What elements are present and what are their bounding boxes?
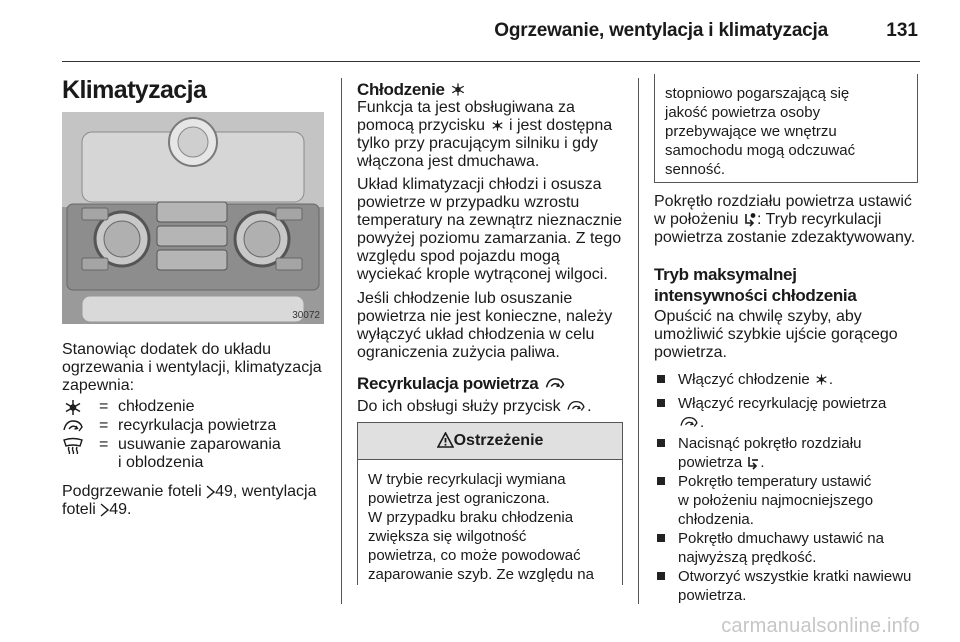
defrost-icon [62,437,84,454]
cooling-text: włączona jest dmuchawa. [357,153,540,170]
recirculation-paragraph [357,398,625,416]
list-item-text-part: Włączyć recyrkulację powietrza [678,395,887,412]
seat-heating-reference [62,483,327,519]
legend-text-line2: i oblodzenia [118,454,204,471]
list-item-text-part: powietrza [678,454,747,471]
warning-text: samochodu mogą odczuwać [665,142,856,159]
legend-row-recirculation [62,417,327,436]
list-item-text [678,529,922,567]
seat-ventilation-text: foteli [62,501,101,518]
warning-text: zwiększa się wilgotność [368,528,527,545]
cooling-text: powyżej poziomu zamarzania. Z tego [357,230,622,247]
intro-paragraph: Stanowiąc dodatek do układu ogrzewania i wentylacji, klimatyzacja zapewnia: [62,341,322,394]
page-number: 131 [886,20,918,41]
max-airflow-icon [746,456,760,470]
warning-text: przebywające we wnętrzu [665,123,837,140]
warning-box [357,422,623,585]
cooling-text: Funkcja ta jest obsługiwana za [357,99,575,116]
list-item-text-part: w położeniu najmocniejszego [678,492,874,509]
warning-box-continued [654,74,918,183]
column-divider-2 [638,78,639,604]
list-item-text [678,567,922,605]
column-divider-1 [341,78,342,604]
warning-text: senność. [665,161,726,178]
recirculation-icon [678,415,700,430]
warning-text: powietrza, co może powodować [368,547,581,564]
recirculation-heading [357,373,567,394]
list-item-text-part: Pokrętło dmuchawy ustawić na [678,530,884,547]
bullet-square [657,477,665,485]
cooling-text: Jeśli chłodzenie lub osuszanie [357,290,573,307]
warning-title: Ostrzeżenie [453,432,544,449]
legend-text: recyrkulacja powietrza [118,417,277,434]
warning-triangle-icon [437,432,454,448]
cooling-paragraph-1 [357,99,625,171]
warning-text: W przypadku braku chłodzenia [368,509,574,526]
max-cooling-heading-line1: Tryb maksymalnej [654,265,797,284]
cooling-paragraph-2 [357,176,627,284]
list-item-text-part: . [700,414,705,431]
list-item-text-part: chłodzenia. [678,511,754,528]
list-item-text [678,472,922,529]
recirculation-text: . [587,398,592,415]
bullet-square [657,572,665,580]
cooling-text: wyłączyć układ chłodzenia w celu [357,326,595,343]
list-item-text-part: Włączyć chłodzenie [678,371,814,388]
warning-text: powietrza jest ograniczona. [368,490,550,507]
list-item-text [678,434,922,472]
running-header-title: Ogrzewanie, wentylacja i klimatyzacja [494,20,828,41]
footwell-airflow-icon [743,213,757,227]
cooling-text: względu spod pojazdu mogą [357,248,560,265]
distribution-text: : Tryb recyrkulacji [756,211,882,228]
recirculation-text: Do ich obsługi służy przycisk [357,398,566,415]
seat-heating-text: Podgrzewanie foteli [62,483,207,500]
cooling-text: Układ klimatyzacji chłodzi i osusza [357,176,602,193]
legend-row-cooling [62,398,327,417]
warning-text: jakość powietrza osoby [665,104,821,121]
legend-text [118,436,328,472]
cooling-text: tylko przy pracującym silniku i gdy [357,135,598,152]
list-item-text [678,370,922,389]
legend-row-defrost [62,436,327,474]
warning-text: W trybie recyrkulacji wymiana [368,471,566,488]
warning-text: zaparowanie szyb. Ze względu na [368,566,594,583]
list-item-text-part: Nacisnąć pokrętło rozdziału [678,435,862,452]
snowflake-icon [814,372,829,387]
climate-panel-photo [62,112,324,324]
warning-text: stopniowo pogarszającą się [665,85,850,102]
warning-header [358,423,622,460]
cooling-heading-text: Chłodzenie [357,80,445,99]
warning-body [358,460,622,584]
cooling-paragraph-3 [357,290,625,362]
max-cooling-text: umożliwić szybkie ujście gorącego [654,326,898,343]
bullet-square [657,439,665,447]
max-cooling-intro [654,308,924,362]
list-item-text-part: najwyższą prędkość. [678,549,817,566]
page-reference-arrow-icon [206,485,215,499]
cooling-text: ograniczenia zużycia paliwa. [357,344,560,361]
photo-id-label: 30072 [292,310,320,321]
cooling-text: powietrza nie jest konieczne, należy [357,308,613,325]
distribution-paragraph [654,193,924,247]
list-item-text-part: Pokrętło temperatury ustawić [678,473,872,490]
list-item-text-part: powietrza. [678,587,747,604]
section-title: Klimatyzacja [62,76,207,104]
legend-text: chłodzenie [118,398,195,415]
recirculation-icon [543,376,567,392]
distribution-text: Pokrętło rozdziału powietrza ustawić [654,193,912,210]
list-item-text-part: . [760,454,765,471]
list-item-text [678,394,922,432]
snowflake-icon [62,399,84,416]
bullet-square [657,534,665,542]
snowflake-icon [449,81,467,98]
warning-body-continued [655,74,917,179]
cooling-heading [357,79,467,100]
legend-equals: = [99,417,109,434]
cooling-text: i jest dostępna [504,117,613,134]
bullet-square [657,399,665,407]
seat-heating-page-link[interactable]: 49, wentylacja [215,483,317,500]
legend-equals: = [99,436,109,453]
recirculation-icon [62,418,84,435]
recirculation-icon [565,399,587,414]
list-item-text-part: . [828,371,834,388]
max-cooling-heading [654,264,857,306]
distribution-text: powietrza zostanie zdezaktywowany. [654,229,916,246]
max-cooling-text: powietrza. [654,344,727,361]
distribution-text: w położeniu [654,211,743,228]
header-rule [62,61,920,62]
cooling-text: pomocą przycisku [357,117,490,134]
watermark: carmanualsonline.info [721,615,920,637]
cooling-text: wyciekać krople wytrąconej wilgoci. [357,266,608,283]
cooling-text: powietrze w przypadku wzrostu [357,194,580,211]
page-reference-arrow-icon [100,503,109,517]
max-cooling-text: Opuścić na chwilę szyby, aby [654,308,862,325]
seat-ventilation-page-link[interactable]: 49. [109,501,132,518]
legend-text-line1: usuwanie zaparowania [118,436,281,453]
legend-equals: = [99,398,109,415]
recirculation-heading-text: Recyrkulacja powietrza [357,374,539,393]
list-item-text-part: Otworzyć wszystkie kratki nawiewu [678,568,912,585]
cooling-text: temperatury na zewnątrz nieznacznie [357,212,623,229]
max-cooling-heading-line2: intensywności chłodzenia [654,286,857,305]
bullet-square [657,375,665,383]
climate-panel-illustration [62,112,324,324]
snowflake-icon [490,118,505,133]
